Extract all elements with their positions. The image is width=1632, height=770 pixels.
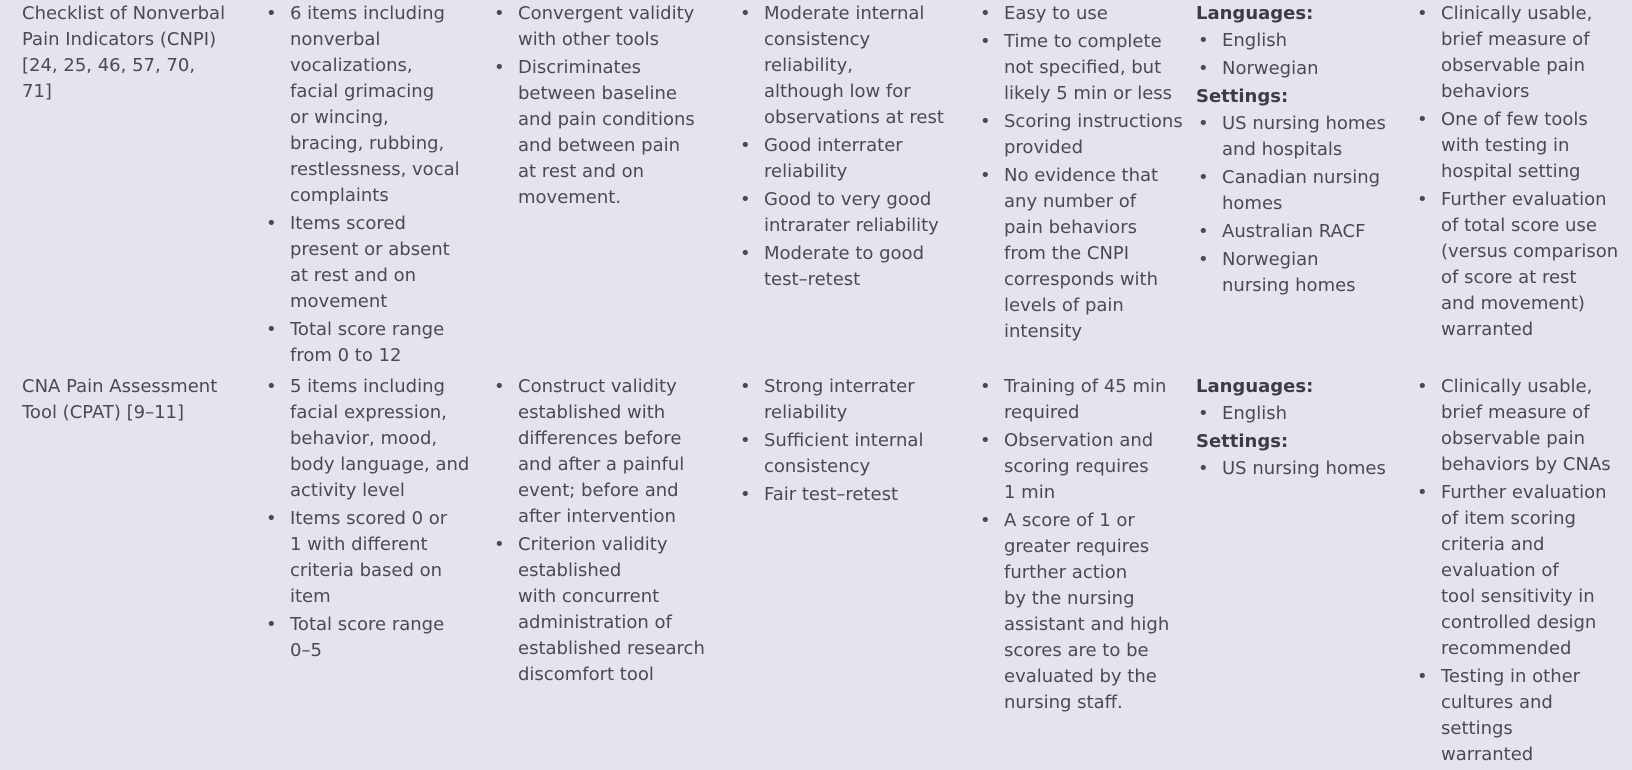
list-item: • Further evaluation of item scoring criteria and evaluation of tool sensitivity in controlled design recommended bbox=[1415, 480, 1629, 662]
list-item: • A score of 1 or greater requires further action by the nursing assistant and high scores are to be evaluated by the nursing staff. bbox=[978, 508, 1196, 716]
list-item: • Fair test–retest bbox=[738, 482, 960, 508]
languages-heading: Languages: bbox=[1196, 3, 1314, 24]
list-item: • Time to complete not specified, but likely 5 min or less bbox=[978, 29, 1196, 107]
settings-list bbox=[1196, 456, 1406, 482]
list-item: • Criterion validity established with concurrent administration of established research discomfort tool bbox=[492, 532, 718, 688]
validity-cell bbox=[492, 1, 718, 213]
list-item: • English bbox=[1196, 401, 1406, 427]
list-item: • No evidence that any number of pain behaviors from the CNPI corresponds with levels of pain intensity bbox=[978, 163, 1196, 345]
comments-list bbox=[1415, 374, 1629, 768]
description-list bbox=[264, 374, 474, 664]
description-list bbox=[264, 1, 474, 369]
languages-heading: Languages: bbox=[1196, 376, 1314, 397]
tool-name-cell bbox=[22, 374, 240, 426]
list-item: • Discriminates between baseline and pain conditions and between pain at rest and on movement. bbox=[492, 55, 718, 211]
ease-of-use-cell bbox=[978, 1, 1196, 347]
list-item: • Australian RACF bbox=[1196, 219, 1406, 245]
ease-of-use-list bbox=[978, 1, 1196, 345]
list-item: • Observation and scoring requires 1 min bbox=[978, 428, 1196, 506]
list-item: • Norwegian bbox=[1196, 56, 1406, 82]
validity-cell bbox=[492, 374, 718, 690]
list-item: • Scoring instructions provided bbox=[978, 109, 1196, 161]
list-item: • English bbox=[1196, 28, 1406, 54]
tool-name: CNA Pain Assessment Tool (CPAT) [9–11] bbox=[22, 376, 218, 423]
reliability-cell bbox=[738, 374, 960, 510]
languages-settings-cell bbox=[1196, 1, 1406, 301]
list-item: • Norwegian nursing homes bbox=[1196, 247, 1406, 299]
list-item: • Construct validity established with differences before and after a painful event; before and after intervention bbox=[492, 374, 718, 530]
list-item: • Items scored present or absent at rest and on movement bbox=[264, 211, 474, 315]
validity-list bbox=[492, 1, 718, 211]
reliability-cell bbox=[738, 1, 960, 295]
comments-cell bbox=[1415, 374, 1629, 770]
comments-list bbox=[1415, 1, 1629, 343]
list-item: • One of few tools with testing in hospital setting bbox=[1415, 107, 1629, 185]
list-item: • Convergent validity with other tools bbox=[492, 1, 718, 53]
comments-cell bbox=[1415, 1, 1629, 345]
list-item: • Further evaluation of total score use (versus comparison of score at rest and movement) warranted bbox=[1415, 187, 1629, 343]
languages-settings-cell bbox=[1196, 374, 1406, 484]
list-item: • Moderate to good test–retest bbox=[738, 241, 960, 293]
languages-list bbox=[1196, 401, 1406, 427]
list-item: • US nursing homes bbox=[1196, 456, 1406, 482]
ease-of-use-list bbox=[978, 374, 1196, 716]
list-item: • Total score range from 0 to 12 bbox=[264, 317, 474, 369]
tool-name: Checklist of Nonverbal Pain Indicators (CNPI) [24, 25, 46, 57, 70, 71] bbox=[22, 3, 226, 102]
list-item: • Clinically usable, brief measure of observable pain behaviors bbox=[1415, 1, 1629, 105]
tool-name-cell bbox=[22, 1, 240, 105]
list-item: • Good interrater reliability bbox=[738, 133, 960, 185]
list-item: • Clinically usable, brief measure of observable pain behaviors by CNAs bbox=[1415, 374, 1629, 478]
reliability-list bbox=[738, 374, 960, 508]
ease-of-use-cell bbox=[978, 374, 1196, 718]
list-item: • Training of 45 min required bbox=[978, 374, 1196, 426]
reliability-list bbox=[738, 1, 960, 293]
description-cell bbox=[264, 374, 474, 666]
list-item: • Canadian nursing homes bbox=[1196, 165, 1406, 217]
validity-list bbox=[492, 374, 718, 688]
languages-list bbox=[1196, 28, 1406, 82]
description-cell bbox=[264, 1, 474, 371]
list-item: • US nursing homes and hospitals bbox=[1196, 111, 1406, 163]
settings-heading: Settings: bbox=[1196, 86, 1289, 107]
list-item: • Sufficient internal consistency bbox=[738, 428, 960, 480]
list-item: • 6 items including nonverbal vocalizations, facial grimacing or wincing, bracing, rubbing, restlessness, vocal complaints bbox=[264, 1, 474, 209]
list-item: • Moderate internal consistency reliability, although low for observations at rest bbox=[738, 1, 960, 131]
settings-heading: Settings: bbox=[1196, 431, 1289, 452]
settings-list bbox=[1196, 111, 1406, 299]
list-item: • Easy to use bbox=[978, 1, 1196, 27]
list-item: • Good to very good intrarater reliability bbox=[738, 187, 960, 239]
list-item: • Strong interrater reliability bbox=[738, 374, 960, 426]
list-item: • Testing in other cultures and settings warranted bbox=[1415, 664, 1629, 768]
list-item: • 5 items including facial expression, behavior, mood, body language, and activity level bbox=[264, 374, 474, 504]
list-item: • Total score range 0–5 bbox=[264, 612, 474, 664]
list-item: • Items scored 0 or 1 with different criteria based on item bbox=[264, 506, 474, 610]
